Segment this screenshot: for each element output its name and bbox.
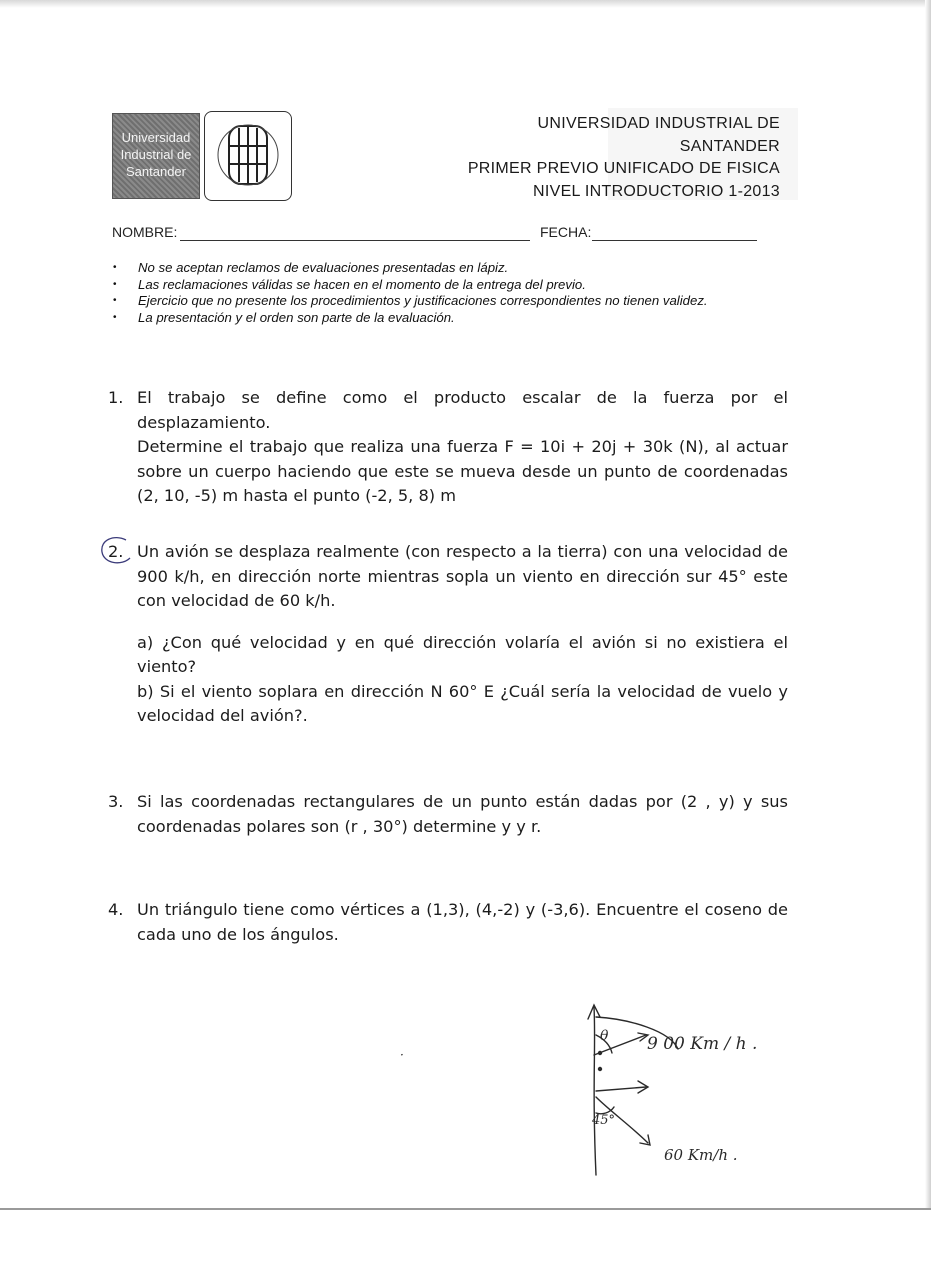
question-text: Determine el trabajo que realiza una fuerza F = 10i + 20j + 30k (N), al actuar sobre un cuerpo haciendo que este se mueva desde un punto de coordenadas (2, 10, -5) m hasta el punto (-2, 5, 8) m [137, 437, 788, 505]
speed-label-900: 9 00 Km / h . [647, 1034, 758, 1054]
horizontal-vector [596, 1087, 646, 1091]
header-level: NIVEL INTRODUCTORIO 1-2013 [533, 182, 780, 200]
circled-number-mark [96, 532, 136, 568]
page-shadow-right [925, 0, 931, 1210]
bullet-icon: • [113, 295, 117, 307]
angle-label: 45° [592, 1113, 616, 1128]
university-seal-icon [204, 111, 292, 201]
question-3 [108, 790, 788, 839]
page-shadow-top [0, 0, 931, 8]
university-logo [112, 113, 200, 199]
rule-item: • Las reclamaciones válidas se hacen en el momento de la entrega del previo. [113, 276, 586, 292]
theta-label: θ [600, 1028, 609, 1044]
logo-line-3: Santander [126, 164, 186, 179]
date-field[interactable] [592, 240, 757, 241]
rule-item: • No se aceptan reclamos de evaluaciones presentadas en lápiz. [113, 260, 509, 275]
rule-item: • Ejercicio que no presente los procedimientos y justificaciones correspondientes no tienen validez. [113, 293, 708, 309]
bullet-icon: • [113, 311, 117, 323]
name-label: NOMBRE: [112, 224, 178, 240]
scanner-background [0, 1210, 931, 1280]
header-university: UNIVERSIDAD INDUSTRIAL DE SANTANDER [537, 115, 780, 155]
question-text: b) Si el viento soplara en dirección N 60° E ¿Cuál sería la velocidad de vuelo y velocidad del avión?. [137, 681, 788, 725]
date-label: FECHA: [540, 224, 592, 240]
exam-header [440, 113, 780, 203]
logo-line-2: Industrial de [120, 147, 192, 162]
header-exam: PRIMER PREVIO UNIFICADO DE FISICA [467, 160, 780, 177]
question-2 [108, 540, 788, 729]
stray-dot: · [400, 1048, 404, 1062]
question-text: El trabajo se define como el producto escalar de la fuerza por el desplazamiento. [137, 388, 788, 432]
question-text: Un triángulo tiene como vértices a (1,3), (4,-2) y (-3,6). Encuentre el coseno de cada uno de los ángulos. [137, 900, 788, 944]
rule-item: • La presentación y el orden son parte de la evaluación. [113, 309, 455, 325]
question-text: Un avión se desplaza realmente (con respecto a la tierra) con una velocidad de 900 k/h, en dirección norte mientras sopla un viento en dirección sur 45° este con velocidad de 60 k/h. [137, 542, 788, 610]
exam-rules [112, 260, 792, 326]
question-1 [108, 386, 788, 509]
speed-label-60: 60 Km/h . [664, 1146, 738, 1164]
question-number: 3. [108, 792, 124, 811]
question-number: 2. [108, 542, 124, 561]
name-field[interactable] [180, 240, 530, 241]
question-text: a) ¿Con qué velocidad y en qué dirección volaría el avión si no existiera el viento? [137, 632, 788, 676]
bullet-icon: • [113, 278, 117, 290]
question-number: 4. [108, 900, 124, 919]
question-text: Si las coordenadas rectangulares de un punto están dadas por (2 , y) y sus coordenadas polares son (r , 30°) determine y y r. [137, 792, 788, 836]
logo-line-1: Universidad [121, 130, 191, 145]
bullet-icon: • [113, 262, 117, 273]
question-number: 1. [108, 388, 124, 407]
question-4 [108, 898, 788, 947]
